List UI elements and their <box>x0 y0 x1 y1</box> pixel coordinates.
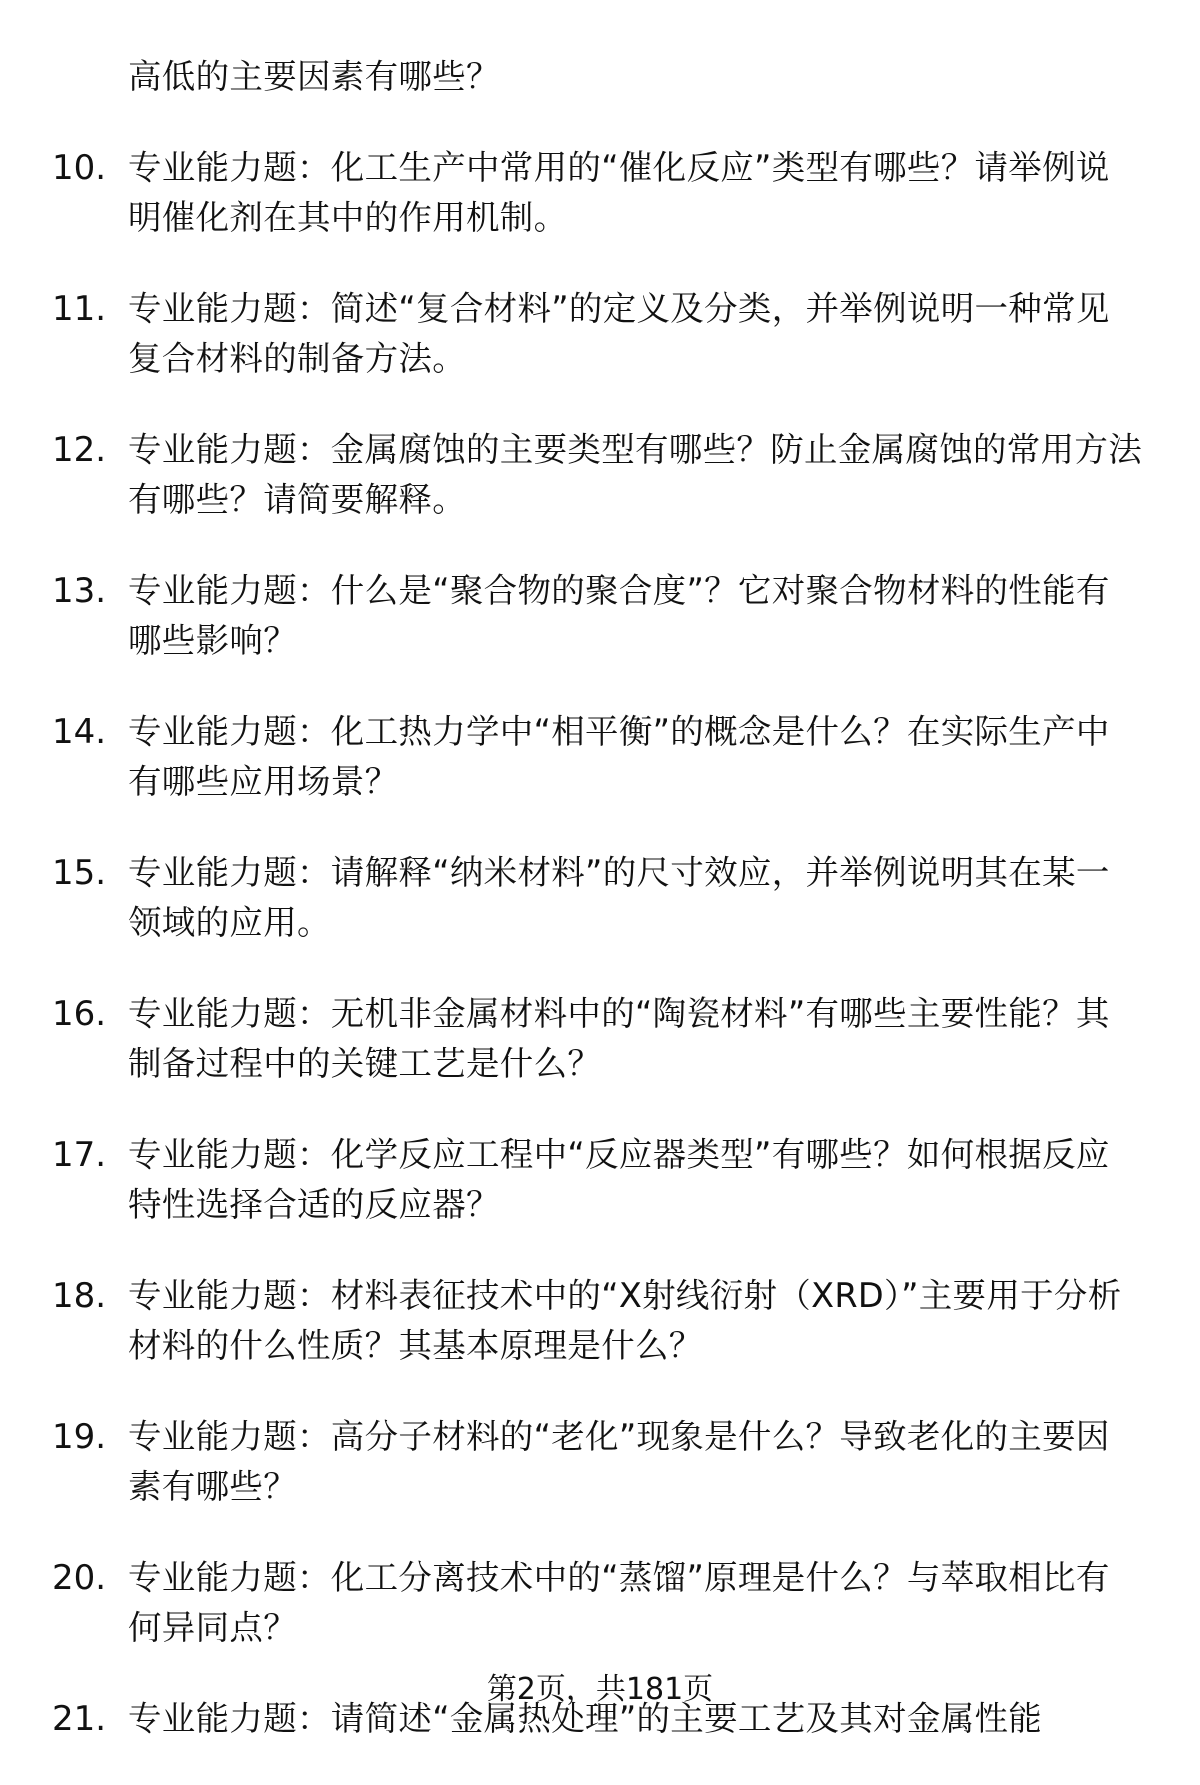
question-item <box>0 1271 1200 1371</box>
question-text: 专业能力题：简述“复合材料”的定义及分类，并举例说明一种常见复合材料的制备方法。 <box>128 289 1110 378</box>
question-item <box>0 707 1200 807</box>
question-number: 20. <box>52 1558 107 1598</box>
question-text: 专业能力题：化工生产中常用的“催化反应”类型有哪些？请举例说明催化剂在其中的作用机制。 <box>128 148 1110 237</box>
page-footer: 第2页，共181页 <box>486 1672 714 1707</box>
question-text: 专业能力题：高分子材料的“老化”现象是什么？导致老化的主要因素有哪些？ <box>128 1417 1110 1506</box>
question-item <box>0 989 1200 1089</box>
question-item <box>0 1412 1200 1512</box>
question-number: 18. <box>52 1276 107 1316</box>
question-number: 10. <box>52 148 107 188</box>
question-text: 专业能力题：什么是“聚合物的聚合度”？它对聚合物材料的性能有哪些影响？ <box>128 571 1110 660</box>
question-text: 专业能力题：化工分离技术中的“蒸馏”原理是什么？与萃取相比有何异同点？ <box>128 1558 1110 1647</box>
question-text: 专业能力题：无机非金属材料中的“陶瓷材料”有哪些主要性能？其制备过程中的关键工艺是什么？ <box>128 994 1110 1083</box>
question-number: 12. <box>52 430 107 470</box>
question-item <box>0 1553 1200 1653</box>
question-item <box>0 284 1200 384</box>
question-item <box>0 566 1200 666</box>
question-text: 专业能力题：金属腐蚀的主要类型有哪些？防止金属腐蚀的常用方法有哪些？请简要解释。 <box>128 430 1142 519</box>
question-number: 13. <box>52 571 107 611</box>
question-number: 19. <box>52 1417 107 1457</box>
question-item <box>0 848 1200 948</box>
question-number: 15. <box>52 853 107 893</box>
question-text: 专业能力题：化学反应工程中“反应器类型”有哪些？如何根据反应特性选择合适的反应器？ <box>128 1135 1110 1224</box>
question-item <box>0 1130 1200 1230</box>
question-number: 21. <box>52 1699 107 1739</box>
question-text: 专业能力题：请解释“纳米材料”的尺寸效应，并举例说明其在某一领域的应用。 <box>128 853 1110 942</box>
question-number: 16. <box>52 994 107 1034</box>
continuation-item <box>0 52 1200 102</box>
question-number: 11. <box>52 289 107 329</box>
question-text: 专业能力题：材料表征技术中的“X射线衍射（XRD）”主要用于分析材料的什么性质？其基本原理是什么？ <box>128 1276 1122 1365</box>
question-number: 14. <box>52 712 107 752</box>
question-text: 专业能力题：请简述“金属热处理”的主要工艺及其对金属性能 <box>128 1699 1043 1738</box>
continuation-text: 高低的主要因素有哪些？ <box>128 57 500 96</box>
question-text: 专业能力题：化工热力学中“相平衡”的概念是什么？在实际生产中有哪些应用场景？ <box>128 712 1110 801</box>
question-item <box>0 425 1200 525</box>
question-item <box>0 143 1200 243</box>
question-number: 17. <box>52 1135 107 1175</box>
question-list <box>0 52 1200 1785</box>
